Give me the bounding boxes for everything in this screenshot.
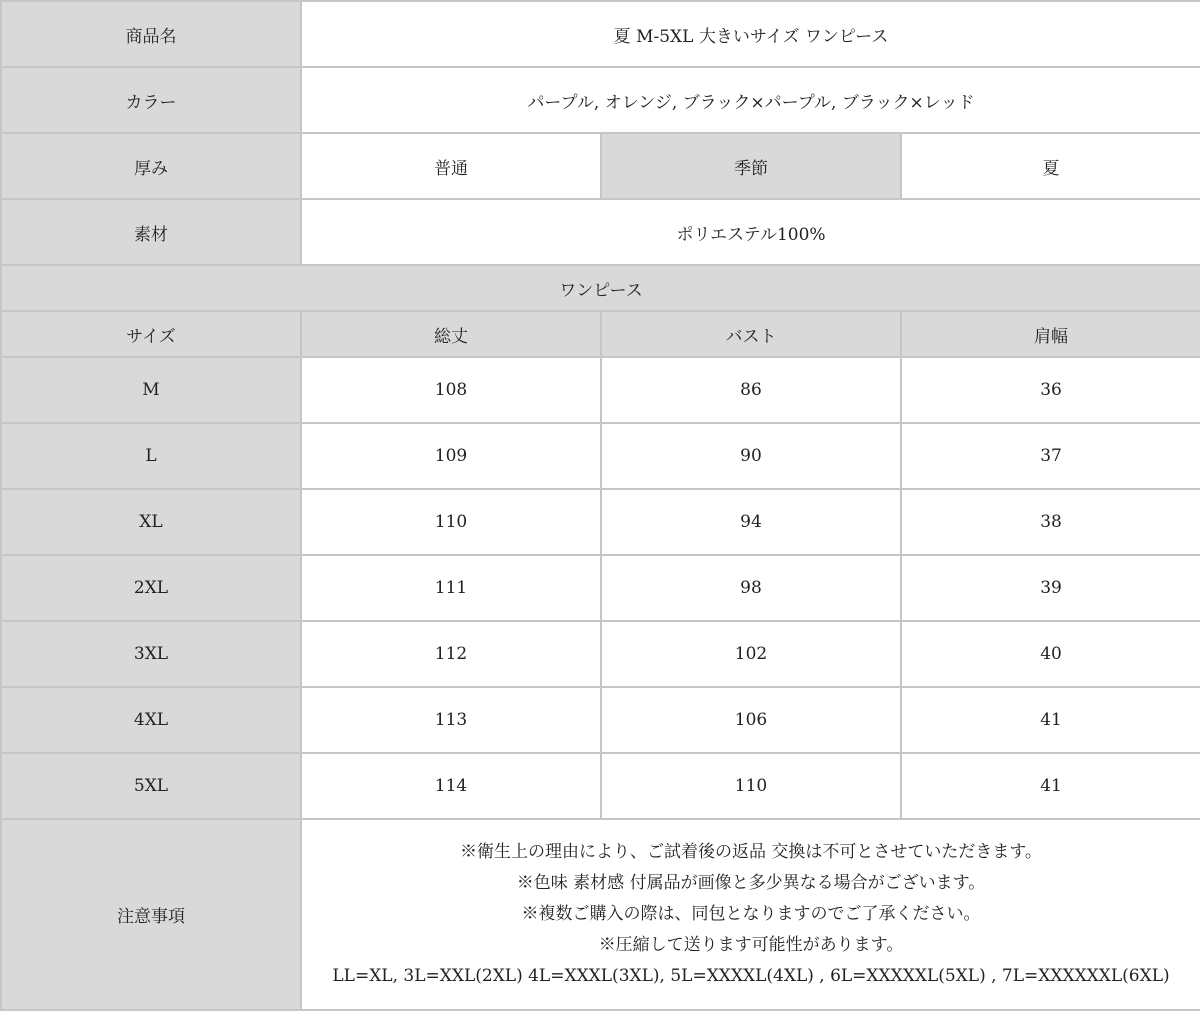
color-row xyxy=(1,67,1200,133)
shoulder-cell: 41 xyxy=(901,687,1200,753)
material-row xyxy=(1,199,1200,265)
bust-cell: 110 xyxy=(601,753,901,819)
length-cell: 109 xyxy=(301,423,601,489)
notes-row xyxy=(1,819,1200,1010)
bust-cell: 90 xyxy=(601,423,901,489)
size-row xyxy=(1,753,1200,819)
product-name-value: 夏 M-5XL 大きいサイズ ワンピース xyxy=(301,1,1200,67)
size-cell: 5XL xyxy=(1,753,301,819)
color-value: パープル, オレンジ, ブラック×パープル, ブラック×レッド xyxy=(301,67,1200,133)
shoulder-cell: 40 xyxy=(901,621,1200,687)
bust-cell: 94 xyxy=(601,489,901,555)
bust-header: バスト xyxy=(601,311,901,357)
size-cell: L xyxy=(1,423,301,489)
length-cell: 110 xyxy=(301,489,601,555)
shoulder-cell: 36 xyxy=(901,357,1200,423)
size-cell: 4XL xyxy=(1,687,301,753)
length-cell: 114 xyxy=(301,753,601,819)
size-cell: 2XL xyxy=(1,555,301,621)
length-cell: 111 xyxy=(301,555,601,621)
size-cell: XL xyxy=(1,489,301,555)
shoulder-cell: 38 xyxy=(901,489,1200,555)
length-cell: 112 xyxy=(301,621,601,687)
size-cell: M xyxy=(1,357,301,423)
size-section-title: ワンピース xyxy=(1,265,1200,311)
shoulder-cell: 41 xyxy=(901,753,1200,819)
product-name-row xyxy=(1,1,1200,67)
size-row xyxy=(1,357,1200,423)
size-header-row xyxy=(1,311,1200,357)
length-cell: 108 xyxy=(301,357,601,423)
size-section-title-row xyxy=(1,265,1200,311)
length-cell: 113 xyxy=(301,687,601,753)
season-label: 季節 xyxy=(601,133,901,199)
size-row xyxy=(1,423,1200,489)
material-label: 素材 xyxy=(1,199,301,265)
length-header: 総丈 xyxy=(301,311,601,357)
note-line: ※色味 素材感 付属品が画像と多少異なる場合がございます。 xyxy=(516,873,986,893)
note-line: ※圧縮して送ります可能性があります。 xyxy=(598,935,904,955)
size-conversion-line: LL=XL, 3L=XXL(2XL) 4L=XXXL(3XL), 5L=XXXXL(4XL) , 6L=XXXXXL(5XL) , 7L=XXXXXXL(6XL) xyxy=(332,966,1170,986)
season-value: 夏 xyxy=(901,133,1200,199)
notes-label: 注意事項 xyxy=(1,819,301,1010)
color-label: カラー xyxy=(1,67,301,133)
size-row xyxy=(1,687,1200,753)
shoulder-header: 肩幅 xyxy=(901,311,1200,357)
note-line: ※複数ご購入の際は、同包となりますのでご了承ください。 xyxy=(521,904,981,924)
size-row xyxy=(1,555,1200,621)
product-name-label: 商品名 xyxy=(1,1,301,67)
shoulder-cell: 39 xyxy=(901,555,1200,621)
note-line: ※衛生上の理由により、ご試着後の返品 交換は不可とさせていただきます。 xyxy=(459,842,1043,862)
shoulder-cell: 37 xyxy=(901,423,1200,489)
thickness-label: 厚み xyxy=(1,133,301,199)
material-value: ポリエステル100% xyxy=(301,199,1200,265)
thickness-value: 普通 xyxy=(301,133,601,199)
bust-cell: 102 xyxy=(601,621,901,687)
size-row xyxy=(1,621,1200,687)
thickness-season-row xyxy=(1,133,1200,199)
bust-cell: 86 xyxy=(601,357,901,423)
bust-cell: 98 xyxy=(601,555,901,621)
size-row xyxy=(1,489,1200,555)
size-header: サイズ xyxy=(1,311,301,357)
size-cell: 3XL xyxy=(1,621,301,687)
bust-cell: 106 xyxy=(601,687,901,753)
notes-content xyxy=(301,819,1200,1010)
